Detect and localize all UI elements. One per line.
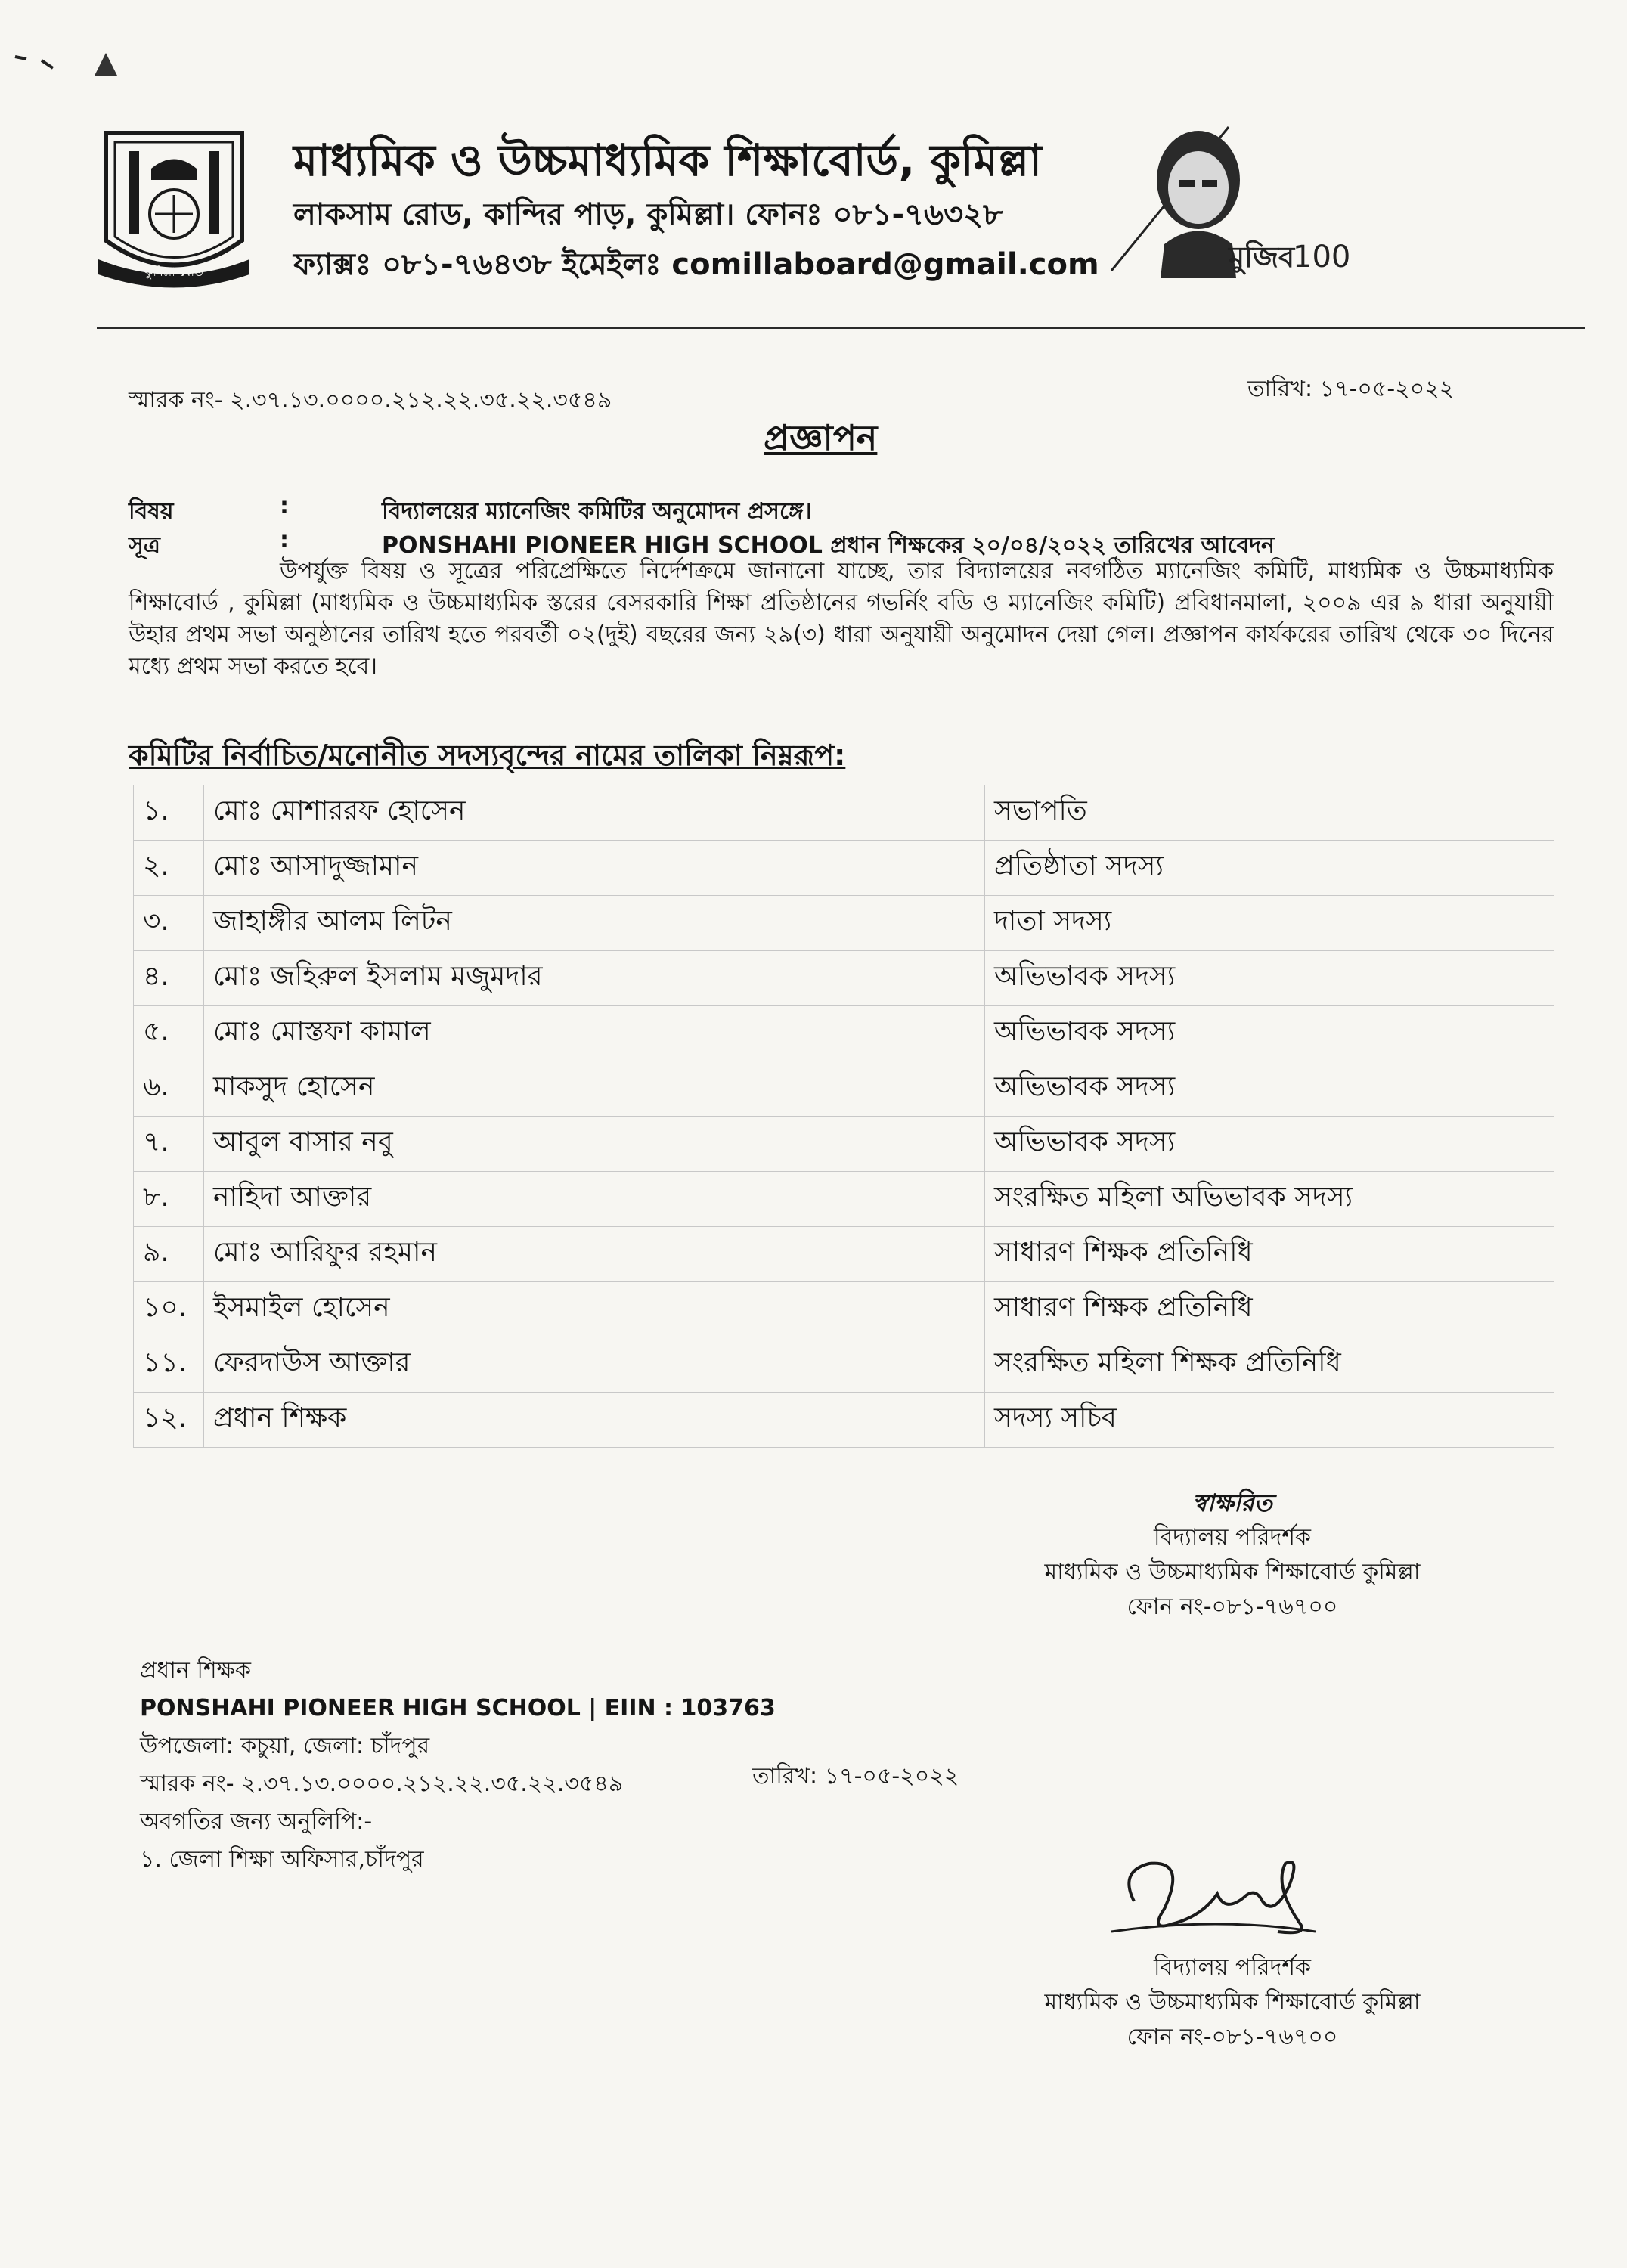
- member-number: ১২.: [134, 1393, 204, 1448]
- subject-label: বিষয়: [129, 498, 174, 525]
- member-name: জাহাঙ্গীর আলম লিটন: [204, 896, 985, 951]
- member-row: [134, 1117, 1554, 1172]
- signer-2-phone: ফোন নং-০৮১-৭৬৭০০: [1127, 2024, 1338, 2050]
- member-number: ১০.: [134, 1282, 204, 1337]
- member-row: [134, 896, 1554, 951]
- member-row: [134, 785, 1554, 841]
- recipient-title: প্রধান শিক্ষক: [140, 1657, 251, 1684]
- copy-item-1: ১. জেলা শিক্ষা অফিসার,চাঁদপুর: [140, 1846, 424, 1873]
- signer-2-title: বিদ্যালয় পরিদর্শক: [1154, 1954, 1311, 1981]
- member-row: [134, 1006, 1554, 1061]
- stray-mark-icon: [11, 30, 125, 83]
- member-row: [134, 1172, 1554, 1227]
- signer-phone: ফোন নং-০৮১-৭৬৭০০: [1127, 1594, 1338, 1620]
- member-number: ৭.: [134, 1117, 204, 1172]
- memo-number: স্মারক নং- ২.৩৭.১৩.০০০০.২১২.২২.৩৫.২২.৩৫৪৯: [129, 387, 612, 414]
- board-fax-email: ফ্যাক্সঃ ০৮১-৭৬৪৩৮ ইমেইলঃ comillaboard@gmail.com: [293, 247, 1099, 282]
- member-role: অভিভাবক সদস্য: [985, 1006, 1554, 1061]
- notice-date: তারিখ: ১৭-০৫-২০২২: [1247, 376, 1455, 402]
- reference-label: সূত্র: [129, 532, 160, 559]
- members-table: [133, 785, 1554, 1448]
- subject-colon: :: [280, 493, 289, 519]
- member-role: অভিভাবক সদস্য: [985, 1117, 1554, 1172]
- member-name: আবুল বাসার নবু: [204, 1117, 985, 1172]
- member-number: ১১.: [134, 1337, 204, 1393]
- member-number: ১.: [134, 785, 204, 841]
- header-divider: [97, 327, 1585, 329]
- copy-label: অবগতির জন্য অনুলিপি:-: [140, 1808, 373, 1835]
- member-number: ৮.: [134, 1172, 204, 1227]
- mujib-100-logo-icon: [1108, 119, 1351, 278]
- signature-block-2: [945, 1950, 1520, 2055]
- member-row: [134, 841, 1554, 896]
- member-role: সংরক্ষিত মহিলা শিক্ষক প্রতিনিধি: [985, 1337, 1554, 1393]
- board-name: মাধ্যমিক ও উচ্চমাধ্যমিক শিক্ষাবোর্ড, কুমিল্লা: [293, 135, 1042, 186]
- recipient-school: PONSHAHI PIONEER HIGH SCHOOL | EIIN : 103763: [140, 1695, 776, 1721]
- member-name: মোঃ আরিফুর রহমান: [204, 1227, 985, 1282]
- member-row: [134, 1393, 1554, 1448]
- member-row: [134, 951, 1554, 1006]
- signed-label: স্বাক্ষরিত: [1192, 1489, 1272, 1517]
- member-row: [134, 1337, 1554, 1393]
- member-name: মোঃ আসাদুজ্জামান: [204, 841, 985, 896]
- member-role: সদস্য সচিব: [985, 1393, 1554, 1448]
- member-name: মোঃ মোশাররফ হোসেন: [204, 785, 985, 841]
- member-row: [134, 1227, 1554, 1282]
- handwritten-signature-icon: [1104, 1841, 1323, 1954]
- member-role: দাতা সদস্য: [985, 896, 1554, 951]
- reference-colon: :: [280, 527, 289, 553]
- member-name: মাকসুদ হোসেন: [204, 1061, 985, 1117]
- member-number: ২.: [134, 841, 204, 896]
- members-heading: কমিটির নির্বাচিত/মনোনীত সদস্যবৃন্দের নামের তালিকা নিম্নরূপ:: [129, 739, 846, 772]
- member-name: ইসমাইল হোসেন: [204, 1282, 985, 1337]
- signer-2-org: মাধ্যমিক ও উচ্চমাধ্যমিক শিক্ষাবোর্ড কুমিল্লা: [1044, 1989, 1421, 2015]
- board-address: লাকসাম রোড, কান্দির পাড়, কুমিল্লা। ফোনঃ ০৮১-৭৬৩২৮: [293, 197, 1003, 232]
- recipient-memo: স্মারক নং- ২.৩৭.১৩.০০০০.২১২.২২.৩৫.২২.৩৫৪৯: [140, 1771, 624, 1797]
- member-name: নাহিদা আক্তার: [204, 1172, 985, 1227]
- member-number: ৫.: [134, 1006, 204, 1061]
- recipient-block: [140, 1652, 776, 1879]
- member-number: ৩.: [134, 896, 204, 951]
- notice-title: প্রজ্ঞাপন: [764, 417, 878, 458]
- recipient-location: উপজেলা: কচুয়া, জেলা: চাঁদপুর: [140, 1733, 430, 1759]
- member-number: ৬.: [134, 1061, 204, 1117]
- mujib-logo-number: 100: [1293, 240, 1351, 274]
- member-name: প্রধান শিক্ষক: [204, 1393, 985, 1448]
- member-number: ৪.: [134, 951, 204, 1006]
- signer-title: বিদ্যালয় পরিদর্শক: [1154, 1524, 1311, 1551]
- reference-value: PONSHAHI PIONEER HIGH SCHOOL প্রধান শিক্ষকের ২০/০৪/২০২২ তারিখের আবেদন: [382, 532, 1275, 559]
- member-role: প্রতিষ্ঠাতা সদস্য: [985, 841, 1554, 896]
- notice-body: [129, 556, 1554, 683]
- member-name: মোঃ জহিরুল ইসলাম মজুমদার: [204, 951, 985, 1006]
- recipient-date: তারিখ: ১৭-০৫-২০২২: [752, 1763, 959, 1789]
- signer-org: মাধ্যমিক ও উচ্চমাধ্যমিক শিক্ষাবোর্ড কুমিল্লা: [1044, 1559, 1421, 1585]
- board-logo-icon: [98, 127, 249, 286]
- member-role: সভাপতি: [985, 785, 1554, 841]
- signature-block-1: [945, 1486, 1520, 1625]
- logo-text: কুমিল্লা বোর্ড: [144, 265, 203, 279]
- member-number: ৯.: [134, 1227, 204, 1282]
- member-role: অভিভাবক সদস্য: [985, 1061, 1554, 1117]
- member-row: [134, 1282, 1554, 1337]
- member-name: মোঃ মোস্তফা কামাল: [204, 1006, 985, 1061]
- member-role: অভিভাবক সদস্য: [985, 951, 1554, 1006]
- member-row: [134, 1061, 1554, 1117]
- subject-value: বিদ্যালয়ের ম্যানেজিং কমিটির অনুমোদন প্রসঙ্গে।: [382, 498, 812, 525]
- member-name: ফেরদাউস আক্তার: [204, 1337, 985, 1393]
- body-paragraph: উপর্যুক্ত বিষয় ও সূত্রের পরিপ্রেক্ষিতে নির্দেশক্রমে জানানো যাচ্ছে, তার বিদ্যালয়ের নবগঠিত ম্যানেজিং কমিটি, মাধ্যমিক ও উচ্চমাধ্যমিক শিক্ষাবোর্ড , কুমিল্লা (মাধ্যমিক ও উচ্চমাধ্যমিক স্তরের বেসরকারি শিক্ষা প্রতিষ্ঠানের গভর্নিং বডি ও ম্যানেজিং কমিটি) প্রবিধানমালা, ২০০৯ এর ৯ ধারা অনুযায়ী উহার প্রথম সভা অনুষ্ঠানের তারিখ হতে পরবর্তী ০২(দুই) বছরের জন্য ২৯(৩) ধারা অনুযায়ী অনুমোদন দেয়া গেল। প্রজ্ঞাপন কার্যকরের তারিখ থেকে ৩০ দিনের মধ্যে প্রথম সভা করতে হবে।: [129, 558, 1554, 680]
- mujib-logo-text: মুজিব: [1229, 240, 1295, 274]
- member-role: সাধারণ শিক্ষক প্রতিনিধি: [985, 1227, 1554, 1282]
- member-role: সংরক্ষিত মহিলা অভিভাবক সদস্য: [985, 1172, 1554, 1227]
- member-role: সাধারণ শিক্ষক প্রতিনিধি: [985, 1282, 1554, 1337]
